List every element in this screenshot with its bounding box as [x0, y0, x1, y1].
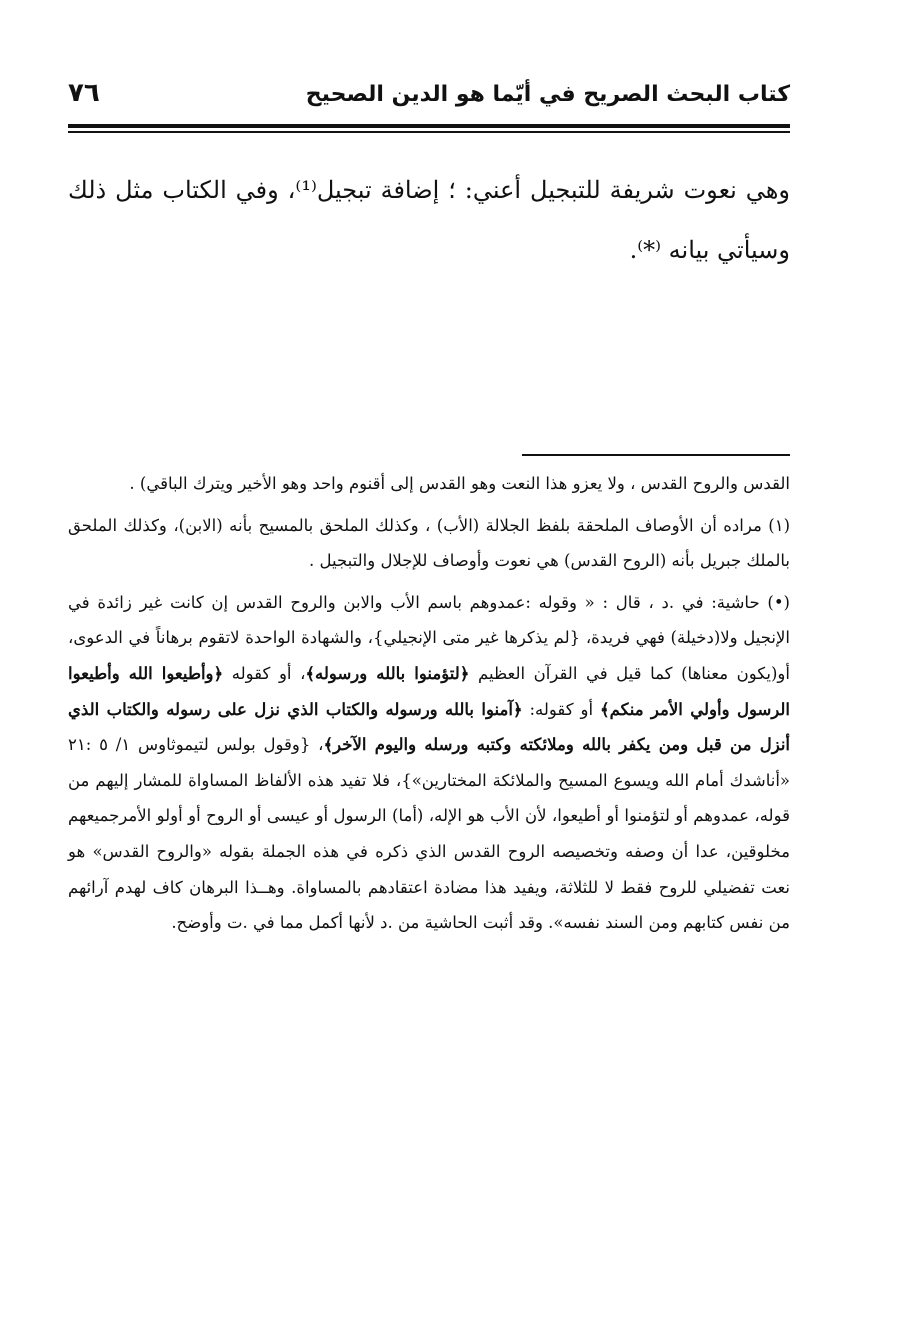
footnote-star-text-1: (•) حاشية: في .د ، قال : « وقوله :عمدوهم باسم الأب والابن والروح القدس إن كانت غير زائدة في الإنجيل ولا(دخيلة) فهي فريدة، {لم يذكرها غير متى الإنجيلي}، والشهادة الواحدة لاتقوم برهاناً في الدعوى، أو(يكون معناها) كما قيل في القرآن العظيم	[68, 592, 790, 683]
running-title: كتاب البحث الصريح في أيّما هو الدين الصحيح	[305, 82, 790, 107]
header-rule-thick	[68, 124, 790, 128]
main-text: وهي نعوت شريفة للتبجيل أعني: ؛ إضافة تبجيل⁽¹⁾، وفي الكتاب مثل ذلك وسيأتي بيانه ⁽*⁾.	[68, 176, 791, 264]
page-header	[68, 78, 790, 122]
quran-verse-2: ﴿وأطيعوا الله وأطيعوا الرسول وأولي الأمر منكم﴾	[68, 663, 791, 719]
footnote-separator	[522, 454, 790, 456]
footnotes	[68, 466, 790, 947]
footnote-continuation: القدس والروح القدس ، ولا يعزو هذا النعت وهو القدس إلى أقنوم واحد وهو الأخير ويترك الباقي) .	[129, 474, 790, 493]
footnote-star-text-2: ، أو كقوله	[223, 663, 306, 683]
footnote-star-text-4: ، {وقول بولس لتيموثاوس ١/ ٥ :٢١ «أناشدك أمام الله ويسوع المسيح والملائكة المختارين»}، فلا تفيد هذه الألفاظ المساواة للمشار إليهم من قوله، عمدوهم أو لتؤمنوا أو أطيعوا، لأن الأب هو الإله، (أما) الرسول أو عيسى أو الروح أو أولو الأمرجميعهم مخلوقين، عدا أن وصفه وتخصيصه الروح القدس الذي ذكره في هذه الجملة بقوله «والروح القدس» هو نعت تفضيلي للروح فقط لا للثلاثة، ويفيد هذا مضادة اعتقادهم بالمساواة. وهــذا البرهان كاف لهدم آرائهم من نفس كتابهم ومن السند نفسه». وقد أثبت الحاشية من .د لأنها أكمل مما في .ت وأوضح.	[68, 735, 790, 933]
header-rule-thin	[68, 131, 790, 133]
quran-verse-1: ﴿لتؤمنوا بالله ورسوله﴾	[305, 663, 470, 683]
footnote-1: (١) مراده أن الأوصاف الملحقة بلفظ الجلالة (الأب) ، وكذلك الملحق بالمسيح بأنه (الابن)، وكذلك الملحق بالملك جبريل بأنه (الروح القدس) هي نعوت وأوصاف للإجلال والتبجيل .	[68, 515, 790, 571]
page-number: ٧٦	[68, 78, 100, 108]
quran-verse-3: ﴿آمنوا بالله ورسوله والكتاب الذي نزل على رسوله والكتاب الذي أنزل من قبل ومن يكفر بالله وملائكته وكتبه ورسله واليوم الآخر﴾	[68, 699, 791, 755]
footnote-star	[68, 585, 790, 941]
footnote-star-text-3: أو كقوله:	[522, 699, 600, 719]
